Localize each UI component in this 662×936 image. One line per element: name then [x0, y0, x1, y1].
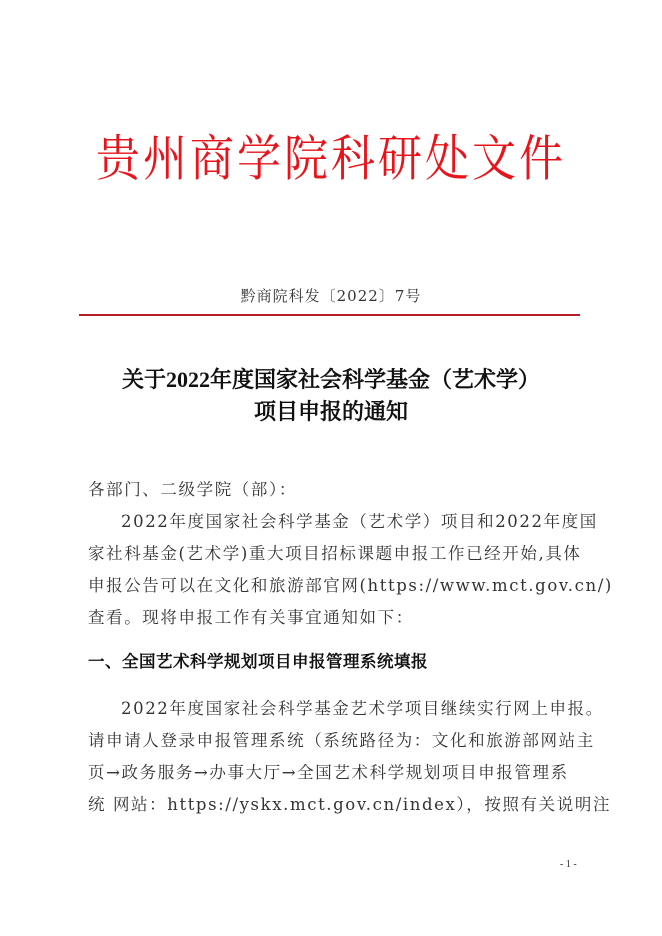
paragraph-line: 查看。现将申报工作有关事宜通知如下： — [88, 608, 414, 627]
masthead-title: 贵州商学院科研处文件 — [96, 130, 566, 188]
title-line-2: 项目申报的通知 — [253, 399, 408, 424]
salutation: 各部门、二级学院（部）： — [88, 480, 297, 499]
document-number: 黔商院科发〔2022〕7号 — [240, 287, 422, 305]
paragraph-line: 请申请人登录申报管理系统（系统路径为：文化和旅游部网站主 — [88, 731, 595, 750]
paragraph-line: 2022年度国家社会科学基金艺术学项目继续实行网上申报。 — [121, 699, 604, 718]
paragraph-line: 申报公告可以在文化和旅游部官网(https://www.mct.gov.cn/) — [88, 576, 613, 595]
notice-title — [0, 364, 662, 428]
paragraph-line: 统 网站：https://yskx.mct.gov.cn/index），按照有关说明注 — [88, 795, 612, 814]
title-line-1: 关于2022年度国家社会科学基金（艺术学） — [121, 367, 540, 392]
red-divider — [79, 314, 580, 316]
paragraph-line: 家社科基金(艺术学)重大项目招标课题申报工作已经开始,具体 — [88, 544, 582, 563]
page-number: - 1 - — [560, 859, 577, 870]
paragraph-line: 页→政务服务→办事大厅→全国艺术科学规划项目申报管理系 — [88, 763, 569, 782]
paragraph-line: 2022年度国家社会科学基金（艺术学）项目和2022年度国 — [121, 512, 598, 531]
section-heading: 一、全国艺术科学规划项目申报管理系统填报 — [88, 652, 428, 671]
